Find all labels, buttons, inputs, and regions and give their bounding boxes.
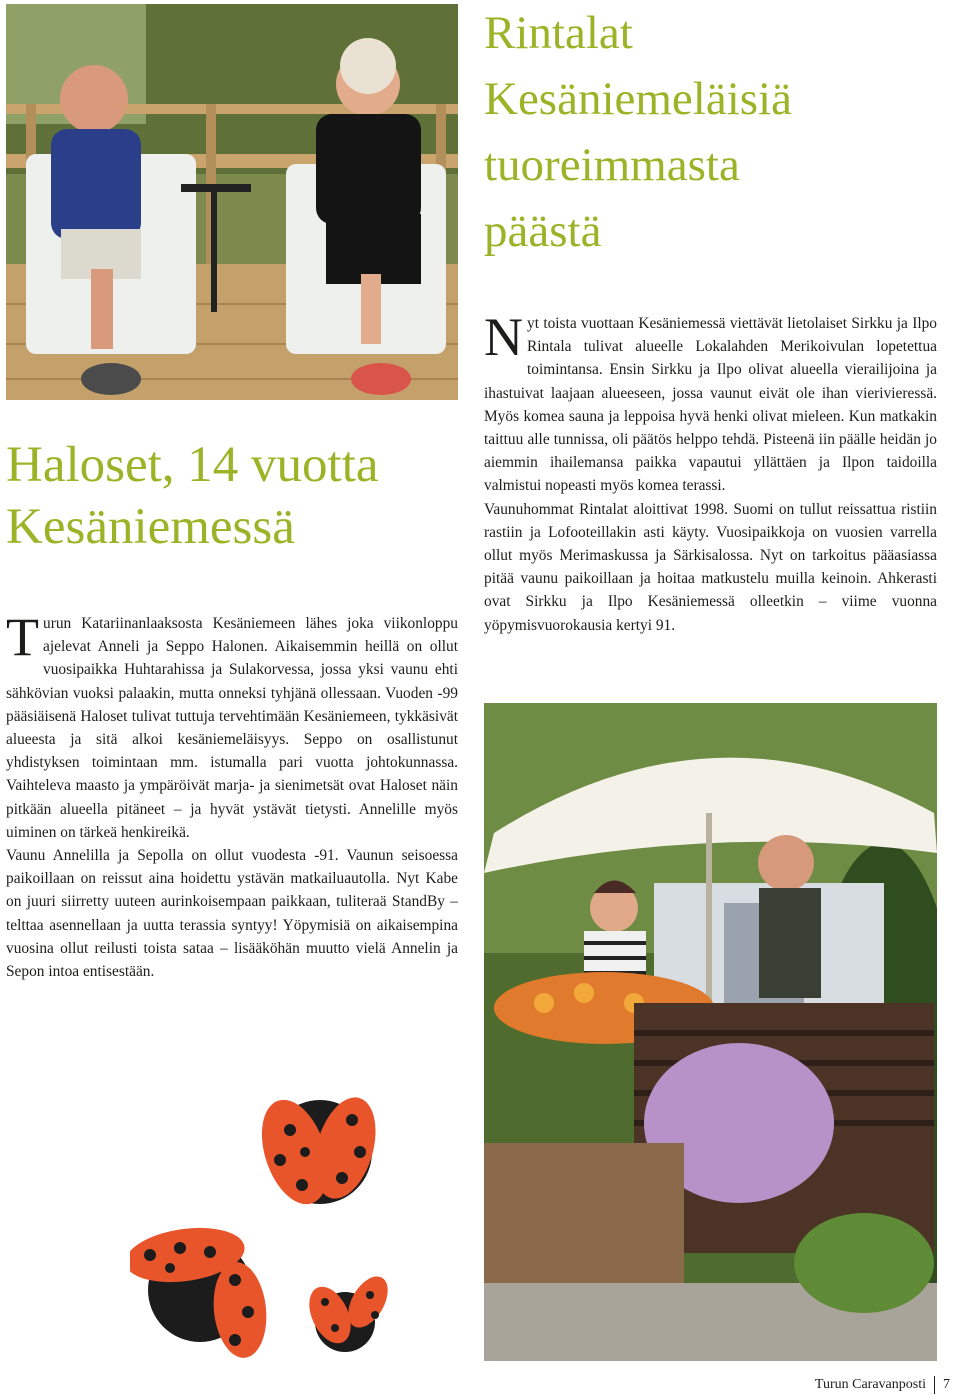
right-article-body xyxy=(484,307,937,637)
right-headline-line3: tuoreimmasta xyxy=(484,139,740,191)
right-article-headline xyxy=(484,0,954,264)
left-paragraph-1 xyxy=(6,607,458,844)
ladybug-small xyxy=(301,1270,390,1352)
left-dropcap: T xyxy=(6,607,39,667)
right-headline-line4: päästä xyxy=(484,205,602,257)
page-footer xyxy=(815,1376,950,1394)
footer-publication-name: Turun Caravanposti xyxy=(814,1377,926,1392)
left-article-body xyxy=(6,607,458,983)
left-paragraph-2: Vaunu Annelilla ja Sepolla on ollut vuodesta -91. Vaunun seisoessa paikoillaan on reissut aina hoidettu ystävän matkailuautolla. Nyt Kabe on juuri siirretty uuteen aurinkoisempaan paikkaan, tuliteraä StandBy – telttaa asennellaan ja uutta terassia syntyy! Yöpymisiä on aikaisempina vuosina ollut reilusti toista sataa – lisääköhän muutto vielä Annelin ja Sepon intoa entisestään. xyxy=(6,847,458,981)
left-headline-line2: Kesäniemessä xyxy=(6,499,295,555)
ladybugs-illustration xyxy=(130,1090,390,1360)
footer-page-number: 7 xyxy=(943,1377,950,1392)
right-dropcap: N xyxy=(484,307,523,367)
photo-haloset-on-deck xyxy=(6,4,458,400)
right-headline-line1: Rintalat xyxy=(484,7,633,59)
right-paragraph-1-text: yt toista vuottaan Kesäniemessä viettävät lietolaiset Sirkku ja Ilpo Rintala tulivat alueelle Lokalahden Merikoivulan lopetettua toimintansa. Ensin Sirkku ja Ilpo olivat alueella vierailijoina ja ihastuivat laajaan alueeseen, jossa vaunut eivät ole ihan vierivieressä. Myös komea sauna ja leppoisa hyvä henki olivat mieleen. Kun matkakin taittuu alle tunnissa, oli päätös helppo tehdä. Pisteenä iin päälle heidän jo aiemmin ihailemansa paikka vapautui yllättäen ja Ilpon taidoilla valmistui nopeasti myös komea terassi. xyxy=(484,315,937,495)
photo-rintalat-under-parasol xyxy=(484,703,937,1361)
left-article-headline xyxy=(6,434,468,558)
left-paragraph-1-text: urun Katariinanlaaksosta Kesäniemeen lähes joka viikonloppu ajelevat Anneli ja Seppo Halonen. Aikaisemmin heillä on ollut vuosipaikka Huhtarahissa ja Sulakorvessa, jossa yksi vaunu ehti sähkövian vuoksi palaakin, mutta onneksi tyhjänä ollessaan. Vuoden -99 pääsiäisenä Haloset tulivat tuttuja tervehtimään Kesäniemeen, tykkäsivät alueesta ja sitä alkoi kesäniemeläisyys. Seppo on osallistunut yhdistyksen toimintaan mm. istumalla pari vuotta johtokunnassa. Vaihteleva maasto ja ympäröivät marja- ja sienimetsät ovat Haloset näin pitkään alueella pitäneet – ja hyvät ystävät tietysti. Annelille myös uiminen on tärkeä henkireikä. xyxy=(6,615,458,841)
right-headline-line2: Kesäniemeläisiä xyxy=(484,73,792,125)
footer-separator xyxy=(934,1376,935,1394)
right-paragraph-1 xyxy=(484,307,937,498)
left-headline-line1: Haloset, 14 vuotta xyxy=(6,437,379,493)
right-paragraph-2: Vaunuhommat Rintalat aloittivat 1998. Suomi on tullut reissattua ristiin rastiin ja Lofooteillakin asti käyty. Vuosipaikkoja on vuosien varrella ollut myös Merimaskussa ja Särkisalossa. Nyt on tarkoitus pääasiassa pitää vaunu paikoillaan ja hoitaa matkustelu muilla keinoin. Ahkerasti ovat Sirkku ja Ilpo Kesäniemessä olleetkin – viime vuonna yöpymisvuorokausia kertyi 91. xyxy=(484,500,937,634)
ladybug-large xyxy=(250,1090,386,1212)
ladybug-medium xyxy=(130,1221,271,1360)
